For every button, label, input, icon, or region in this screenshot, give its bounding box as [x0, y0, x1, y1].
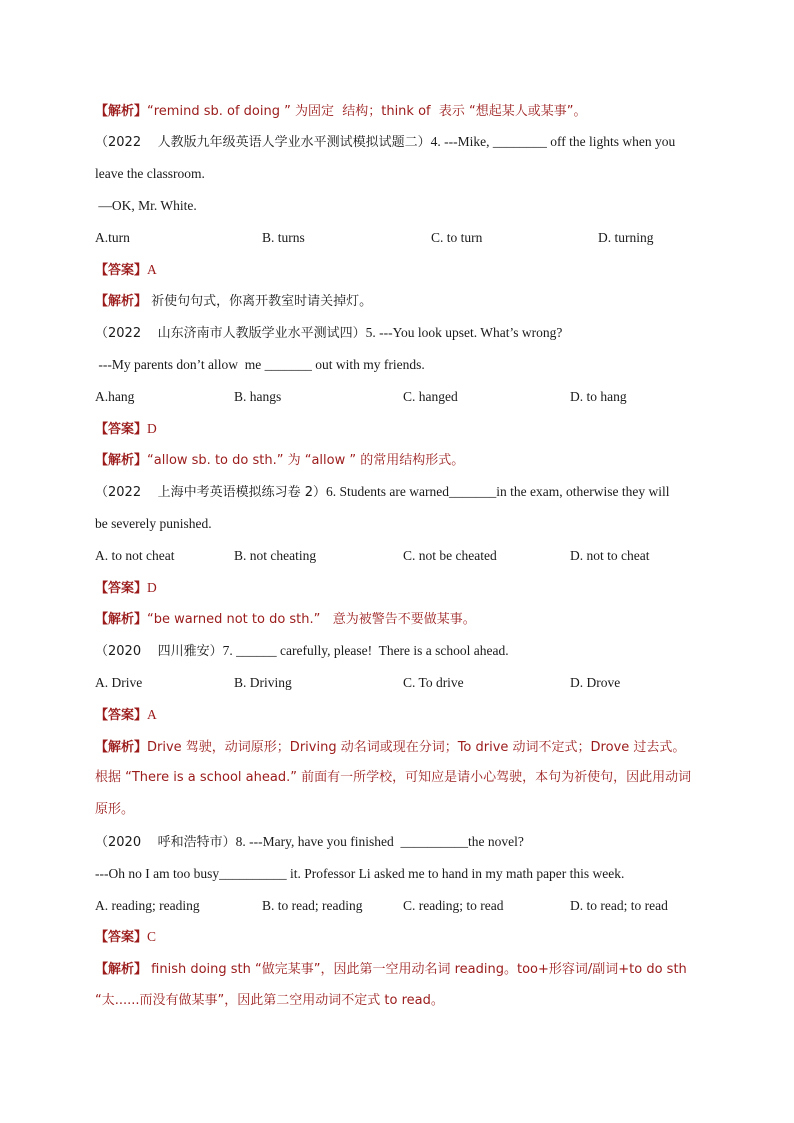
question-4-reply: —OK, Mr. White.	[95, 198, 197, 213]
explanation-text-cont: “太......而没有做某事”，因此第二空用动词不定式 to read。	[95, 993, 444, 1008]
explanation-text: “be warned not to do sth.” 意为被警告不要做某事。	[147, 612, 476, 627]
question-4-stem-cont: leave the classroom.	[95, 166, 205, 181]
option-d: D. turning	[598, 230, 654, 245]
question-6-stem	[95, 483, 669, 501]
question-source: （2022 山东济南市人教版学业水平测试四）	[95, 326, 366, 341]
option-c: C. not be cheated	[403, 548, 497, 563]
answer-value: A	[147, 262, 157, 277]
answer-tag: 【答案】	[95, 422, 148, 437]
option-d: D. to hang	[570, 389, 627, 404]
option-b: B. Driving	[234, 675, 292, 690]
explanation-text: “allow sb. to do sth.” 为 “allow ” 的常用结构形式。	[147, 453, 465, 468]
option-a: A. reading; reading	[95, 898, 200, 913]
explanation-line	[95, 451, 464, 469]
explanation-text-cont: 根据 “There is a school ahead.” 前面有一所学校，可知应是请小心驾驶，本句为祈使句，因此用动词	[95, 770, 692, 785]
question-5-stem-cont: ---My parents don’t allow me _______ out with my friends.	[95, 357, 425, 372]
question-text: 5. ---You look upset. What’s wrong?	[365, 325, 563, 340]
explanation-tag: 【解析】	[95, 453, 148, 468]
question-5-stem	[95, 324, 562, 342]
question-text: 7. ______ carefully, please! There is a school ahead.	[222, 643, 509, 658]
explanation-text: Drive 驾驶，动词原形；Driving 动名词或现在分词；To drive 动词不定式；Drove 过去式。	[147, 740, 686, 755]
option-a: A.hang	[95, 389, 135, 404]
question-source: （2020 呼和浩特市）	[95, 835, 236, 850]
question-source: （2022 上海中考英语模拟练习卷 2）	[95, 485, 327, 500]
explanation-tag: 【解析】	[95, 612, 148, 627]
option-b: B. turns	[262, 230, 305, 245]
explanation-tag: 【解析】	[95, 294, 148, 309]
explanation-text: 祈使句句式，你离开教室时请关掉灯。	[147, 294, 373, 309]
option-d: D. Drove	[570, 675, 621, 690]
option-c: C. To drive	[403, 675, 464, 690]
answer-line	[95, 706, 157, 724]
question-source: （2020 四川雅安）	[95, 644, 223, 659]
explanation-line	[95, 610, 476, 628]
question-text: 4. ---Mike, ________ off the lights when you	[430, 134, 676, 149]
explanation-tag: 【解析】	[95, 962, 148, 977]
answer-value: D	[147, 580, 157, 595]
answer-value: A	[147, 707, 157, 722]
option-c: C. hanged	[403, 389, 458, 404]
option-d: D. not to cheat	[570, 548, 650, 563]
option-a: A. to not cheat	[95, 548, 175, 563]
question-text: 8. ---Mary, have you finished __________the novel?	[235, 834, 524, 849]
answer-tag: 【答案】	[95, 263, 148, 278]
explanation-line	[95, 960, 687, 978]
option-b: B. hangs	[234, 389, 282, 404]
answer-line	[95, 928, 156, 946]
answer-line	[95, 261, 157, 279]
option-a: A. Drive	[95, 675, 143, 690]
answer-tag: 【答案】	[95, 581, 148, 596]
option-b: B. not cheating	[234, 548, 317, 563]
question-text: 6. Students are warned_______in the exam, otherwise they will	[326, 484, 670, 499]
question-4-stem	[95, 133, 675, 151]
answer-line	[95, 420, 157, 438]
explanation-text: finish doing sth “做完某事”，因此第一空用动名词 reading。too+形容词/副词+to do sth	[147, 962, 687, 977]
option-b: B. to read; reading	[262, 898, 363, 913]
answer-value: D	[147, 421, 157, 436]
question-8-stem-cont: ---Oh no I am too busy__________ it. Professor Li asked me to hand in my math paper this week.	[95, 866, 625, 881]
question-8-stem	[95, 833, 524, 851]
explanation-line	[95, 102, 586, 120]
answer-tag: 【答案】	[95, 708, 148, 723]
explanation-tag: 【解析】	[95, 104, 148, 119]
option-c: C. to turn	[431, 230, 483, 245]
option-c: C. reading; to read	[403, 898, 504, 913]
answer-line	[95, 579, 157, 597]
explanation-line	[95, 738, 685, 756]
explanation-tag: 【解析】	[95, 740, 148, 755]
answer-tag: 【答案】	[95, 930, 148, 945]
option-a: A.turn	[95, 230, 130, 245]
question-6-stem-cont: be severely punished.	[95, 516, 212, 531]
explanation-line	[95, 292, 372, 310]
question-source: （2022 人教版九年级英语人学业水平测试模拟试题二）	[95, 135, 431, 150]
explanation-text: “remind sb. of doing ” 为固定 结构；think of 表示 “想起某人或某事”。	[147, 104, 587, 119]
explanation-text-cont: 原形。	[95, 802, 135, 817]
question-7-stem	[95, 642, 509, 660]
option-d: D. to read; to read	[570, 898, 668, 913]
answer-value: C	[147, 929, 157, 944]
